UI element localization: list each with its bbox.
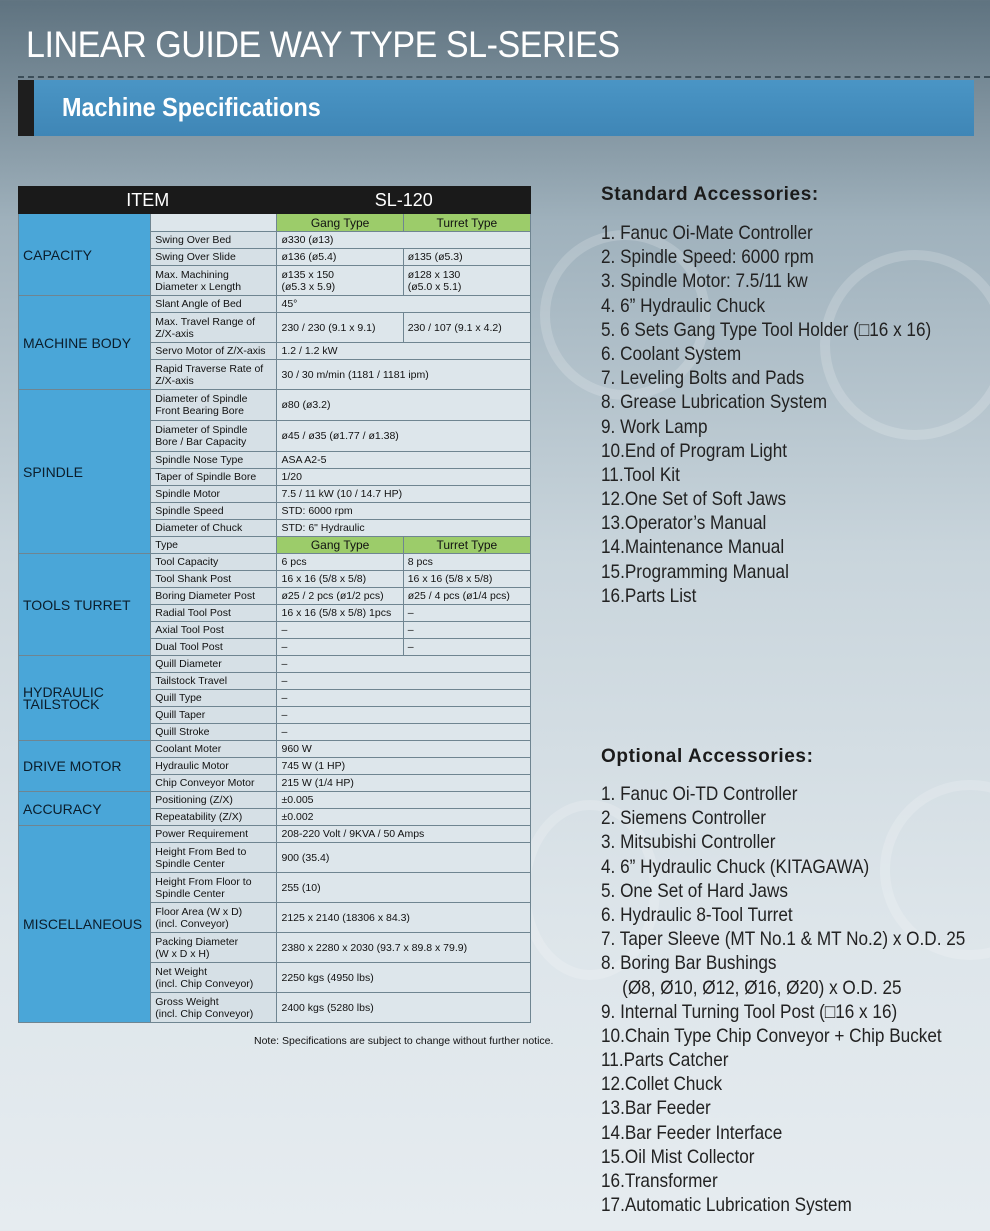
row-label: Axial Tool Post xyxy=(151,622,277,639)
list-item: 7. Taper Sleeve (MT No.1 & MT No.2) x O.D. 25 xyxy=(601,928,966,951)
table-row xyxy=(19,554,531,571)
row-value: STD: 6000 rpm xyxy=(277,503,531,520)
list-item: 13.Bar Feeder xyxy=(601,1097,711,1120)
row-label: Power Requirement xyxy=(151,826,277,843)
list-item: 1. Fanuc Oi-Mate Controller xyxy=(601,222,813,244)
turret-type-header: Turret Type xyxy=(403,537,530,554)
row-label: Quill Stroke xyxy=(151,724,277,741)
row-value-turret: ø25 / 4 pcs (ø1/4 pcs) xyxy=(403,588,530,605)
list-item: 16.Parts List xyxy=(601,584,697,607)
row-label: Slant Angle of Bed xyxy=(151,296,277,313)
list-item: 17.Automatic Lubrication System xyxy=(601,1194,852,1217)
list-item: (Ø8, Ø10, Ø12, Ø16, Ø20) x O.D. 25 xyxy=(622,976,902,999)
list-item: 16.Transformer xyxy=(601,1170,718,1192)
row-value: 7.5 / 11 kW (10 / 14.7 HP) xyxy=(277,486,531,503)
row-label: Floor Area (W x D) (incl. Conveyor) xyxy=(151,903,277,933)
row-value-turret: 8 pcs xyxy=(403,554,530,571)
row-value: 745 W (1 HP) xyxy=(277,758,531,775)
list-item: 12.Collet Chuck xyxy=(601,1073,723,1096)
table-row xyxy=(19,656,531,673)
row-value-turret: – xyxy=(403,605,530,622)
row-value-gang: 16 x 16 (5/8 x 5/8) 1pcs xyxy=(277,605,403,622)
list-item: 3. Mitsubishi Controller xyxy=(601,831,776,854)
list-item: 3. Spindle Motor: 7.5/11 kw xyxy=(601,270,808,293)
category-machine-body: MACHINE BODY xyxy=(19,296,151,390)
row-label: Spindle Speed xyxy=(151,503,277,520)
list-item: 4. 6” Hydraulic Chuck (KITAGAWA) xyxy=(601,855,870,878)
row-label: Diameter of Chuck xyxy=(151,520,277,537)
row-label: Coolant Moter xyxy=(151,741,277,758)
row-value: STD: 6" Hydraulic xyxy=(277,520,531,537)
row-label: Quill Diameter xyxy=(151,656,277,673)
row-label: Max. Machining Diameter x Length xyxy=(151,266,277,296)
row-value: 960 W xyxy=(277,741,531,758)
row-value-gang: ø136 (ø5.4) xyxy=(277,249,403,266)
row-value: – xyxy=(277,724,531,741)
row-value-gang: – xyxy=(277,639,403,656)
row-value: 255 (10) xyxy=(277,873,531,903)
table-row xyxy=(19,214,531,232)
row-label: Positioning (Z/X) xyxy=(151,792,277,809)
row-label: Tailstock Travel xyxy=(151,673,277,690)
list-item: 4. 6” Hydraulic Chuck xyxy=(601,294,766,317)
row-label: Max. Travel Range of Z/X-axis xyxy=(151,313,277,343)
row-label: Repeatability (Z/X) xyxy=(151,809,277,826)
category-spindle: SPINDLE xyxy=(19,390,151,554)
row-label: Boring Diameter Post xyxy=(151,588,277,605)
gang-type-header: Gang Type xyxy=(277,214,403,232)
row-label: Packing Diameter (W x D x H) xyxy=(151,933,277,963)
row-label: Chip Conveyor Motor xyxy=(151,775,277,792)
row-value-turret: – xyxy=(403,622,530,639)
row-value: – xyxy=(277,656,531,673)
list-item: 9. Internal Turning Tool Post (□16 x 16) xyxy=(601,1000,898,1023)
list-item: 10.Chain Type Chip Conveyor + Chip Bucket xyxy=(601,1024,942,1047)
category-drive-motor: DRIVE MOTOR xyxy=(19,741,151,792)
row-label: Quill Type xyxy=(151,690,277,707)
row-value: 2400 kgs (5280 lbs) xyxy=(277,993,531,1023)
row-value: ø330 (ø13) xyxy=(277,232,531,249)
row-value-gang: – xyxy=(277,622,403,639)
list-item: 2. Siemens Controller xyxy=(601,807,766,830)
list-item: 6. Hydraulic 8-Tool Turret xyxy=(601,903,793,926)
row-value: 1.2 / 1.2 kW xyxy=(277,343,531,360)
row-value: ø45 / ø35 (ø1.77 / ø1.38) xyxy=(277,421,531,452)
list-item: 13.Operator’s Manual xyxy=(601,512,767,535)
list-item: 15.Oil Mist Collector xyxy=(601,1145,755,1168)
row-label: Spindle Motor xyxy=(151,486,277,503)
row-value: 215 W (1/4 HP) xyxy=(277,775,531,792)
row-value: 30 / 30 m/min (1181 / 1181 ipm) xyxy=(277,360,531,390)
page-title: LINEAR GUIDE WAY TYPE SL-SERIES xyxy=(26,24,620,65)
row-label: Spindle Nose Type xyxy=(151,452,277,469)
header-model: SL-120 xyxy=(277,187,531,214)
row-label: Rapid Traverse Rate of Z/X-axis xyxy=(151,360,277,390)
category-tools-turret: TOOLS TURRET xyxy=(19,554,151,656)
spec-note: Note: Specifications are subject to change without further notice. xyxy=(254,1035,554,1047)
row-label: Height From Bed to Spindle Center xyxy=(151,843,277,873)
row-label: Swing Over Bed xyxy=(151,232,277,249)
list-item: 7. Leveling Bolts and Pads xyxy=(601,367,805,390)
list-item: 14.Maintenance Manual xyxy=(601,536,785,559)
row-value: 2125 x 2140 (18306 x 84.3) xyxy=(277,903,531,933)
list-item: 8. Boring Bar Bushings xyxy=(601,952,777,975)
row-value: 45° xyxy=(277,296,531,313)
list-item: 12.One Set of Soft Jaws xyxy=(601,488,787,511)
category-accuracy: ACCURACY xyxy=(19,792,151,826)
row-value-turret: ø128 x 130 (ø5.0 x 5.1) xyxy=(403,266,530,296)
list-item: 2. Spindle Speed: 6000 rpm xyxy=(601,246,814,269)
list-item: 11.Parts Catcher xyxy=(601,1049,729,1072)
optional-accessories-title: Optional Accessories: xyxy=(601,746,814,767)
row-label: Type xyxy=(151,537,277,554)
turret-type-header: Turret Type xyxy=(403,214,530,232)
row-label: Diameter of Spindle Front Bearing Bore xyxy=(151,390,277,421)
spec-table xyxy=(18,186,531,1023)
row-label: Dual Tool Post xyxy=(151,639,277,656)
row-value: – xyxy=(277,673,531,690)
list-item: 8. Grease Lubrication System xyxy=(601,391,828,414)
list-item: 15.Programming Manual xyxy=(601,560,789,583)
row-value-gang: ø25 / 2 pcs (ø1/2 pcs) xyxy=(277,588,403,605)
list-item: 5. One Set of Hard Jaws xyxy=(601,879,788,902)
section-title: Machine Specifications xyxy=(62,92,321,122)
list-item: 14.Bar Feeder Interface xyxy=(601,1121,783,1144)
list-item: 6. Coolant System xyxy=(601,342,742,365)
row-label: Net Weight (incl. Chip Conveyor) xyxy=(151,963,277,993)
row-label: Height From Floor to Spindle Center xyxy=(151,873,277,903)
row-value-turret: ø135 (ø5.3) xyxy=(403,249,530,266)
list-item: 1. Fanuc Oi-TD Controller xyxy=(601,783,798,805)
row-label: Tool Shank Post xyxy=(151,571,277,588)
row-label: Tool Capacity xyxy=(151,554,277,571)
table-row xyxy=(19,792,531,809)
standard-accessories-title: Standard Accessories: xyxy=(601,184,819,205)
row-value: 1/20 xyxy=(277,469,531,486)
row-label: Taper of Spindle Bore xyxy=(151,469,277,486)
list-item: 11.Tool Kit xyxy=(601,463,680,486)
row-value-turret: 16 x 16 (5/8 x 5/8) xyxy=(403,571,530,588)
table-row xyxy=(19,741,531,758)
table-row xyxy=(19,296,531,313)
list-item: 9. Work Lamp xyxy=(601,415,708,438)
table-row xyxy=(19,826,531,843)
row-value-turret: – xyxy=(403,639,530,656)
row-value: ø80 (ø3.2) xyxy=(277,390,531,421)
standard-accessories-list xyxy=(601,221,981,608)
header-item: ITEM xyxy=(19,187,277,214)
list-item: 5. 6 Sets Gang Type Tool Holder (□16 x 16) xyxy=(601,318,932,341)
category-capacity: CAPACITY xyxy=(19,214,151,296)
row-label: Quill Taper xyxy=(151,707,277,724)
row-value: – xyxy=(277,707,531,724)
row-value: ASA A2-5 xyxy=(277,452,531,469)
row-value: 208-220 Volt / 9KVA / 50 Amps xyxy=(277,826,531,843)
row-value: ±0.005 xyxy=(277,792,531,809)
row-value: ±0.002 xyxy=(277,809,531,826)
table-row xyxy=(19,390,531,421)
blank-cell xyxy=(151,214,277,232)
list-item: 10.End of Program Light xyxy=(601,439,788,462)
optional-accessories-list xyxy=(601,782,981,1217)
row-value: 2380 x 2280 x 2030 (93.7 x 89.8 x 79.9) xyxy=(277,933,531,963)
row-value-turret: 230 / 107 (9.1 x 4.2) xyxy=(403,313,530,343)
row-label: Radial Tool Post xyxy=(151,605,277,622)
gang-type-header: Gang Type xyxy=(277,537,403,554)
row-value-gang: 16 x 16 (5/8 x 5/8) xyxy=(277,571,403,588)
table-header-row xyxy=(19,187,531,214)
row-value-gang: 230 / 230 (9.1 x 9.1) xyxy=(277,313,403,343)
row-value: – xyxy=(277,690,531,707)
category-miscellaneous: MISCELLANEOUS xyxy=(19,826,151,1023)
row-label: Hydraulic Motor xyxy=(151,758,277,775)
row-value: 900 (35.4) xyxy=(277,843,531,873)
row-label: Servo Motor of Z/X-axis xyxy=(151,343,277,360)
row-label: Gross Weight (incl. Chip Conveyor) xyxy=(151,993,277,1023)
title-divider xyxy=(18,76,990,78)
row-value: 2250 kgs (4950 lbs) xyxy=(277,963,531,993)
section-header-bar xyxy=(18,80,974,136)
row-label: Diameter of Spindle Bore / Bar Capacity xyxy=(151,421,277,452)
row-label: Swing Over Slide xyxy=(151,249,277,266)
category-hydraulic-tailstock: HYDRAULIC TAILSTOCK xyxy=(19,656,151,741)
row-value-gang: ø135 x 150 (ø5.3 x 5.9) xyxy=(277,266,403,296)
row-value-gang: 6 pcs xyxy=(277,554,403,571)
